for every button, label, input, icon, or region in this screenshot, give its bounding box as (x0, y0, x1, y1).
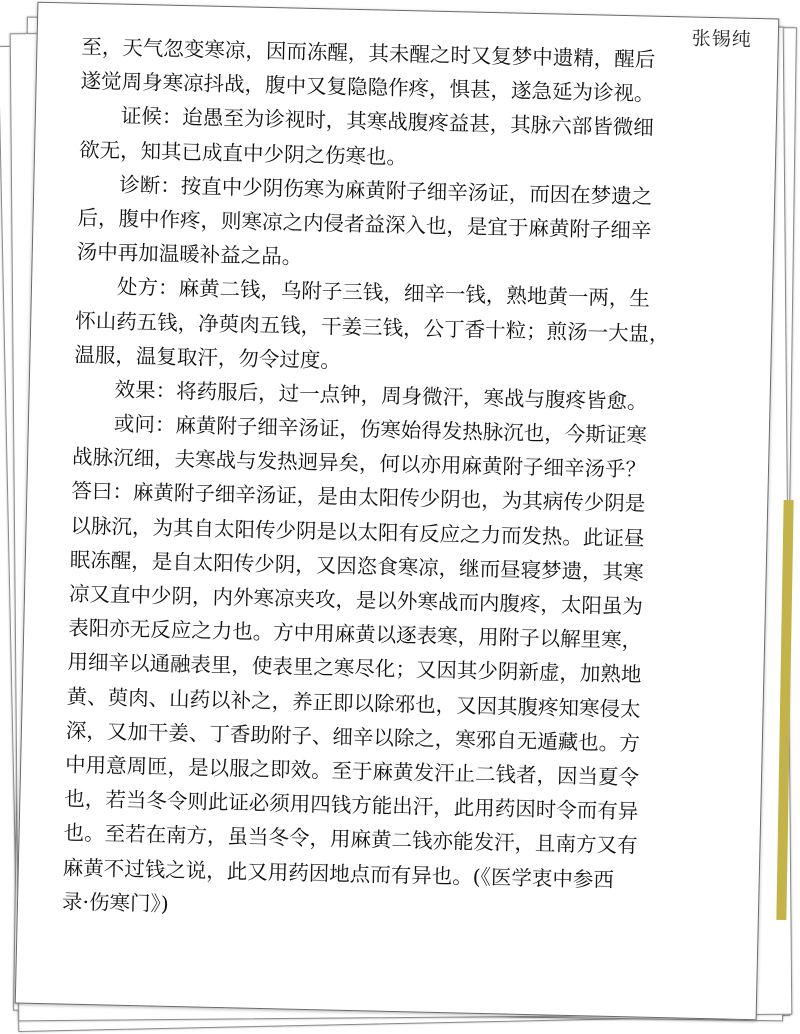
running-head: 张锡纯 (691, 27, 753, 51)
text-line: 证候：迨愚至为诊视时，其寒战腹疼益甚，其脉六部皆微细 (120, 104, 655, 141)
body-text (62, 30, 742, 934)
text-line: 用细辛以通融表里，使表里之寒尽化；又因其少阴新虚，加熟地 (67, 649, 642, 687)
text-line: 效果：将药服后，过一点钟，周身微汗，寒战与腹疼皆愈。 (114, 377, 648, 414)
text-line: 也，若当冬令则此证必须用四钱方能出汗，此用药因时令而有异 (64, 786, 639, 824)
text-line: 深，又加干姜、丁香助附子、细辛以除之，寒邪自无遁藏也。方 (65, 718, 641, 756)
text-line: 中用意周匝，是以服之即效。至于麻黄发汗止二钱者，因当夏令 (64, 752, 640, 790)
text-line: 也。至若在南方，虽当冬令，用麻黄二钱亦能发汗，且南方又有 (63, 820, 638, 858)
text-line: 遂觉周身寒凉抖战，腹中又复隐隐作疼，惧甚，遂急延为诊视。 (80, 68, 655, 106)
text-line: 黄、萸肉、山药以补之，养正即以除邪也，又因其腹疼知寒侵太 (66, 684, 641, 722)
text-line: 麻黄不过钱之说，此又用药因地点而有异也。(《医学衷中参西 (62, 855, 615, 892)
text-line: 后，腹中作疼，则寒凉之内侵者益深入也，是宜于麻黄附子细辛 (77, 205, 652, 243)
text-line: 温服，温复取汗，勿令过度。 (74, 342, 342, 373)
text-line: 凉又直中少阴，内外寒凉夹攻，是以外寒战而内腹疼，太阳虽为 (68, 581, 644, 619)
book-page (15, 2, 780, 1021)
text-line: 怀山药五钱，净萸肉五钱，干姜三钱，公丁香十粒；煎汤一大盅， (74, 308, 670, 346)
text-line: 或问：麻黄附子细辛汤证，伤寒始得发热脉沉也，今斯证寒 (113, 411, 648, 448)
text-line: 表阳亦无反应之力也。方中用麻黄以逐表寒，用附子以解里寒， (67, 615, 643, 653)
text-line: 战脉沉细，夫寒战与发热迥异矣，何以亦用麻黄附子细辛汤乎？ (71, 444, 647, 482)
text-line: 答曰：麻黄附子细辛汤证，是由太阳传少阴也，为其病传少阴是 (71, 479, 646, 517)
text-line: 眠冻醒，是自太阳传少阴，又因恣食寒凉，继而昼寝梦遗，其寒 (69, 547, 644, 585)
text-line: 处方：麻黄二钱，乌附子三钱，细辛一钱，熟地黄一两，生 (116, 274, 651, 311)
text-line: 以脉沉，为其自太阳传少阴是以太阳有反应之力而发热。此证昼 (70, 513, 645, 551)
text-line: 欲无，知其已成直中少阴之伤寒也。 (78, 137, 408, 169)
text-line: 录·伤寒门》) (61, 889, 170, 916)
text-line: 至，天气忽变寒凉，因而冻醒，其未醒之时又复梦中遗精，醒后 (81, 34, 656, 72)
text-line: 诊断：按直中少阴伤寒为麻黄附子细辛汤证，而因在梦遗之 (119, 172, 653, 209)
text-line: 汤中再加温暖补益之品。 (76, 239, 303, 269)
